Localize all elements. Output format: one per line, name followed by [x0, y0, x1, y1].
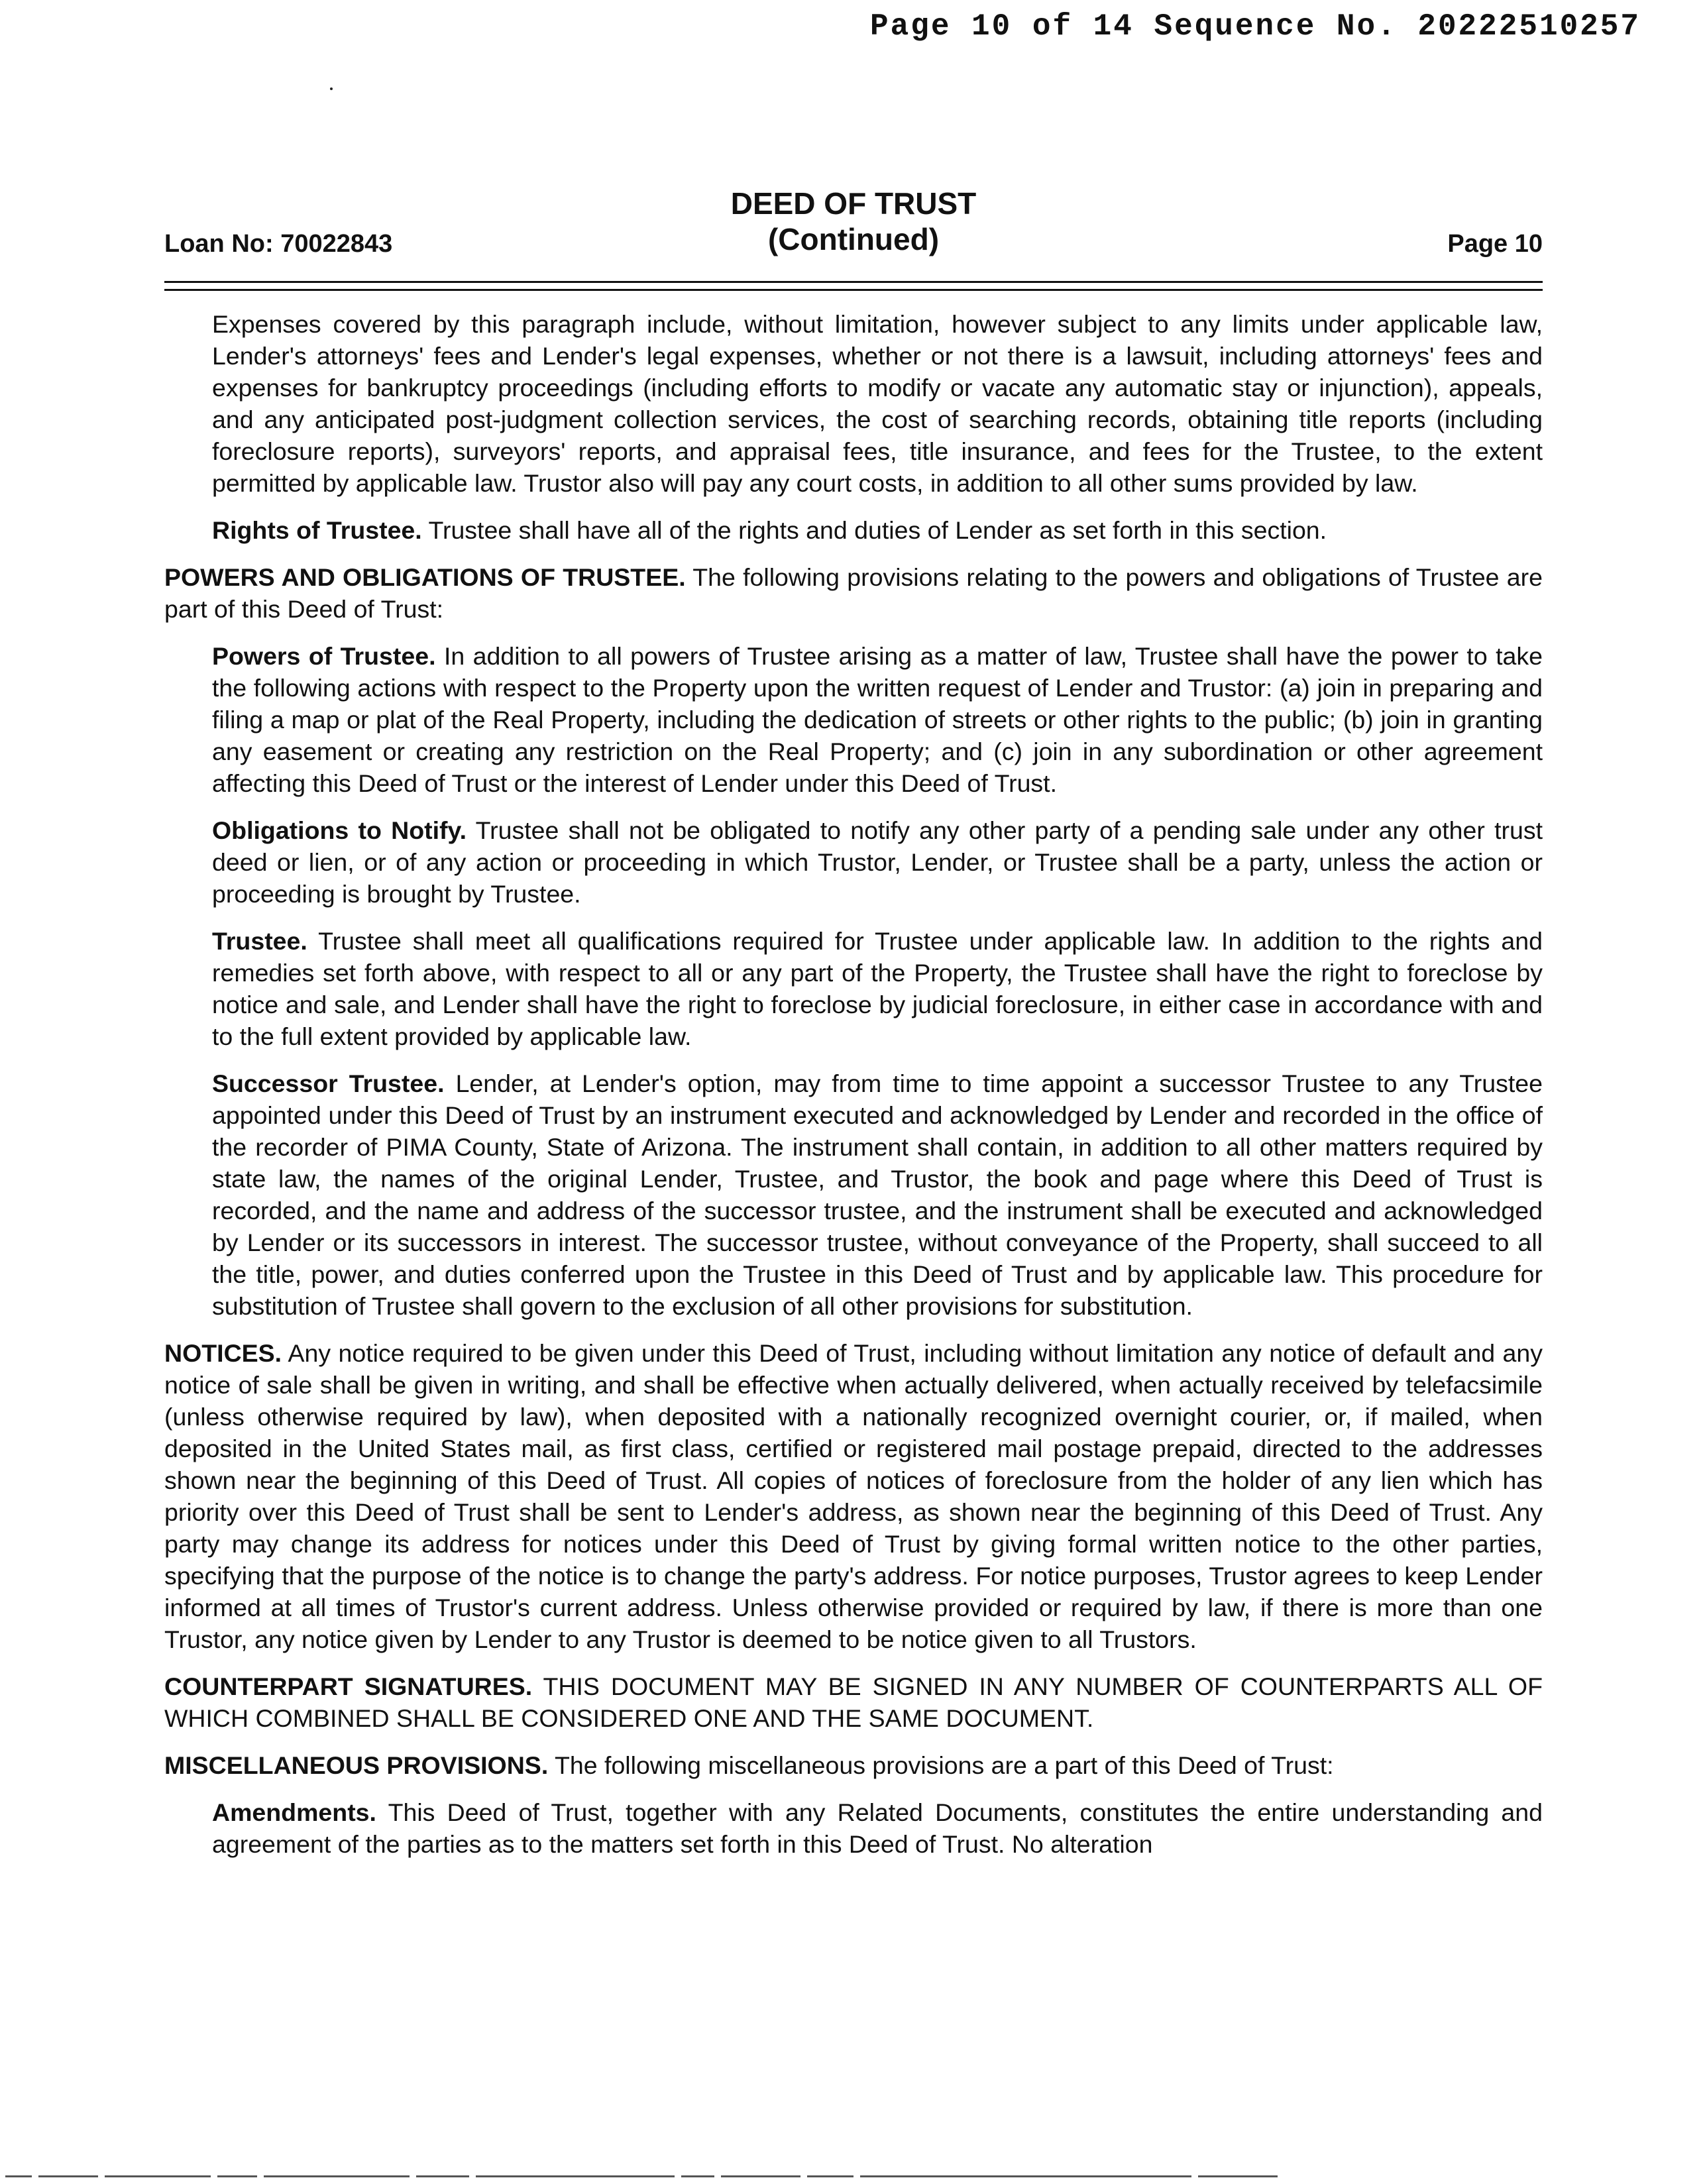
paragraph-text: In addition to all powers of Trustee arising as a matter of law, Trustee shall have the power to take the following actions with respect to the Property upon the written request of Lender and Trustor: (a) join in preparing and filing a map or plat of the Real Property, including the dedication of streets or other rights to the public; (b) join in granting any easement or creating any restriction on the Real Property; and (c) join in any subordination or other agreement affecting this Deed of Trust or the interest of Lender under this Deed of Trust. — [212, 642, 1543, 797]
loan-number: Loan No: 70022843 — [164, 230, 393, 258]
section-powers-and-obligations — [164, 561, 1543, 625]
title-line-2: (Continued) — [767, 222, 940, 256]
page-sequence-stamp: Page 10 of 14 Sequence No. 20222510257 — [870, 9, 1641, 44]
paragraph-text: Trustee shall have all of the rights and duties of Lender as set forth in this section. — [428, 516, 1327, 544]
paragraph-rights-of-trustee — [164, 514, 1543, 546]
paragraph-heading: Powers of Trustee. — [212, 642, 436, 670]
paragraph-amendments — [164, 1796, 1543, 1860]
paragraph-heading: Trustee. — [212, 927, 307, 955]
section-heading: COUNTERPART SIGNATURES. — [164, 1672, 533, 1700]
paragraph-text: Trustee shall not be obligated to notify any other party of a pending sale under any other trust deed or lien, or of any action or proceeding in which Trustor, Lender, or Trustee shall be a party, unless the action or proceeding is brought by Trustee. — [212, 816, 1543, 908]
paragraph-successor-trustee — [164, 1067, 1543, 1322]
header-rule-bottom — [164, 289, 1543, 291]
scan-footer-artifact — [0, 2173, 1707, 2179]
document-body — [164, 308, 1543, 1875]
paragraph-powers-of-trustee — [164, 640, 1543, 799]
paragraph-heading: Amendments. — [212, 1798, 376, 1826]
paragraph-heading: Successor Trustee. — [212, 1069, 445, 1097]
paragraph-text: Lender, at Lender's option, may from time to time appoint a successor Trustee to any Trustee appointed under this Deed of Trust by an instrument executed and acknowledged by Lender and recorded in the office of the recorder of PIMA County, State of Arizona. The instrument shall contain, in addition to all other matters required by state law, the names of the original Lender, Trustee, and Trustor, the book and page where this Deed of Trust is recorded, and the name and address of the successor trustee, and the instrument shall be executed and acknowledged by Lender or its successors in interest. The successor trustee, without conveyance of the Property, shall succeed to all the title, power, and duties conferred upon the Trustee in this Deed of Trust and by applicable law. This procedure for substitution of Trustee shall govern to the exclusion of all other provisions for substitution. — [212, 1069, 1543, 1320]
header-rule-top — [164, 281, 1543, 283]
section-text: THIS DOCUMENT MAY BE SIGNED IN ANY NUMBER OF COUNTERPARTS ALL OF WHICH COMBINED SHALL BE CONSIDERED ONE AND THE SAME DOCUMENT. — [164, 1672, 1543, 1732]
paragraph-heading: Rights of Trustee. — [212, 516, 422, 544]
section-text: Any notice required to be given under this Deed of Trust, including without limitation any notice of default and any notice of sale shall be given in writing, and shall be effective when actually delivered, when actually received by telefacsimile (unless otherwise required by law), when deposited with a nationally recognized overnight courier, or, if mailed, when deposited in the United States mail, as first class, certified or registered mail postage prepaid, directed to the addresses shown near the beginning of this Deed of Trust. All copies of notices of foreclosure from the holder of any lien which has priority over this Deed of Trust shall be sent to Lender's address, as shown near the beginning of this Deed of Trust. Any party may change its address for notices under this Deed of Trust by giving formal written notice to the other parties, specifying that the purpose of the notice is to change the party's address. For notice purposes, Trustor agrees to keep Lender informed at all times of Trustor's current address. Unless otherwise provided or required by law, if there is more than one Trustor, any notice given by Lender to any Trustor is deemed to be notice given to all Trustors. — [164, 1339, 1543, 1653]
section-heading: MISCELLANEOUS PROVISIONS. — [164, 1751, 549, 1779]
paragraph-text: This Deed of Trust, together with any Related Documents, constitutes the entire understanding and agreement of the parties as to the matters set forth in this Deed of Trust. No alteration — [212, 1798, 1543, 1858]
paragraph-heading: Obligations to Notify. — [212, 816, 467, 844]
paragraph-text: Expenses covered by this paragraph include, without limitation, however subject to any limits under applicable law, Lender's attorneys' fees and Lender's legal expenses, whether or not there is a lawsuit, including attorneys' fees and expenses for bankruptcy proceedings (including efforts to modify or vacate any automatic stay or injunction), appeals, and any anticipated post-judgment collection services, the cost of searching records, obtaining title reports (including foreclosure reports), surveyors' reports, and appraisal fees, title insurance, and fees for the Trustee, to the extent permitted by applicable law. Trustor also will pay any court costs, in addition to all other sums provided by law. — [212, 310, 1543, 497]
section-notices — [164, 1337, 1543, 1655]
title-line-1: DEED OF TRUST — [730, 186, 977, 221]
document-title — [164, 186, 1543, 257]
paragraph-expenses — [164, 308, 1543, 499]
section-heading: POWERS AND OBLIGATIONS OF TRUSTEE. — [164, 563, 686, 591]
section-counterpart-signatures — [164, 1670, 1543, 1734]
page-number: Page 10 — [1447, 230, 1543, 258]
scan-speck — [330, 87, 333, 90]
section-text: The following miscellaneous provisions are a part of this Deed of Trust: — [555, 1751, 1334, 1779]
paragraph-obligations-to-notify — [164, 814, 1543, 910]
section-text: The following provisions relating to the powers and obligations of Trustee are part of this Deed of Trust: — [164, 563, 1543, 623]
section-miscellaneous-provisions — [164, 1749, 1543, 1781]
paragraph-text: Trustee shall meet all qualifications required for Trustee under applicable law. In addition to the rights and remedies set forth above, with respect to all or any part of the Property, the Trustee shall have the right to foreclose by notice and sale, and Lender shall have the right to foreclose by judicial foreclosure, in either case in accordance with and to the full extent provided by applicable law. — [212, 927, 1543, 1050]
section-heading: NOTICES. — [164, 1339, 282, 1367]
paragraph-trustee — [164, 925, 1543, 1052]
document-header — [164, 186, 1543, 258]
